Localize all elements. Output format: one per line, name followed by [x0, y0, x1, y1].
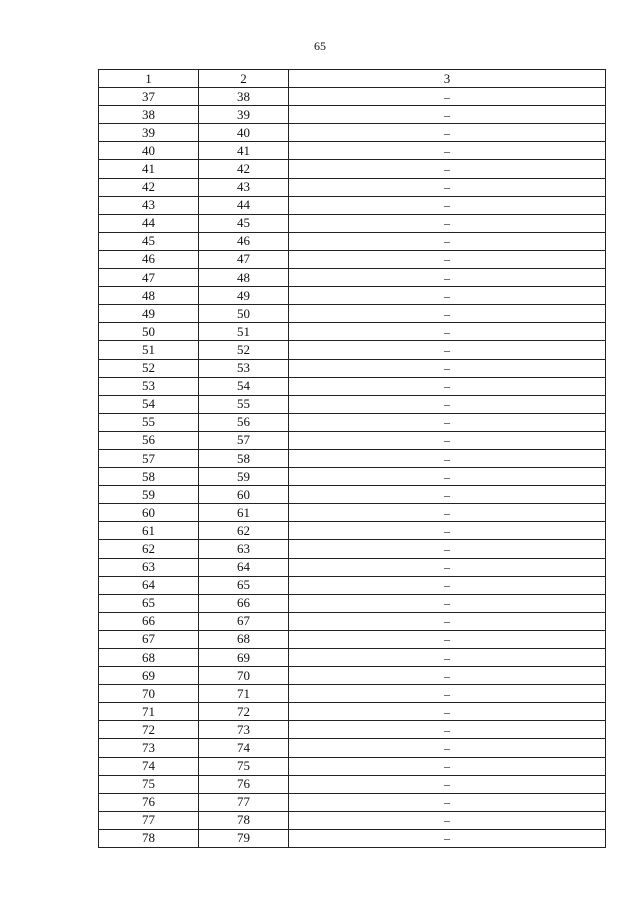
dash-mark: – — [444, 722, 450, 737]
table-cell-col3 — [289, 811, 606, 829]
dash-mark: – — [444, 252, 450, 267]
table-cell-col1: 70 — [99, 685, 199, 703]
table-row — [99, 685, 606, 703]
table-cell-col1: 43 — [99, 196, 199, 214]
table-cell-col2: 57 — [199, 431, 289, 449]
table-cell-col1: 50 — [99, 323, 199, 341]
table-cell-col1: 48 — [99, 287, 199, 305]
table-cell-col3 — [289, 612, 606, 630]
table-cell-col1: 54 — [99, 395, 199, 413]
table-cell-col3 — [289, 721, 606, 739]
table-cell-col3 — [289, 522, 606, 540]
table-cell-col3 — [289, 630, 606, 648]
dash-mark: – — [444, 324, 450, 339]
table-cell-col3 — [289, 558, 606, 576]
table-cell-col2: 65 — [199, 576, 289, 594]
table-cell-col3 — [289, 576, 606, 594]
table-row — [99, 232, 606, 250]
table-cell-col3 — [289, 685, 606, 703]
table-cell-col2: 66 — [199, 594, 289, 612]
table-row — [99, 522, 606, 540]
dash-mark: – — [444, 379, 450, 394]
table-cell-col3 — [289, 594, 606, 612]
table-row — [99, 431, 606, 449]
table-header-row — [99, 70, 606, 88]
table-cell-col1: 51 — [99, 341, 199, 359]
table-row — [99, 486, 606, 504]
table-cell-col2: 40 — [199, 124, 289, 142]
dash-mark: – — [444, 125, 450, 140]
table-cell-col2: 45 — [199, 214, 289, 232]
table-cell-col1: 45 — [99, 232, 199, 250]
table-row — [99, 160, 606, 178]
table-row — [99, 829, 606, 847]
table-cell-col1: 49 — [99, 305, 199, 323]
table-cell-col2: 53 — [199, 359, 289, 377]
table-row — [99, 287, 606, 305]
dash-mark: – — [444, 795, 450, 810]
table-cell-col3 — [289, 305, 606, 323]
table-cell-col2: 71 — [199, 685, 289, 703]
table-row — [99, 124, 606, 142]
table-cell-col1: 57 — [99, 449, 199, 467]
table-cell-col2: 77 — [199, 793, 289, 811]
dash-mark: – — [444, 505, 450, 520]
table-cell-col3 — [289, 106, 606, 124]
dash-mark: – — [444, 270, 450, 285]
dash-mark: – — [444, 433, 450, 448]
table-row — [99, 88, 606, 106]
dash-mark: – — [444, 487, 450, 502]
dash-mark: – — [444, 198, 450, 213]
column-header-3: 3 — [289, 70, 606, 88]
table-cell-col3 — [289, 196, 606, 214]
table-cell-col2: 60 — [199, 486, 289, 504]
table-cell-col3 — [289, 667, 606, 685]
dash-mark: – — [444, 686, 450, 701]
table-cell-col2: 51 — [199, 323, 289, 341]
table-cell-col2: 74 — [199, 739, 289, 757]
table-cell-col1: 66 — [99, 612, 199, 630]
table-cell-col1: 38 — [99, 106, 199, 124]
table-cell-col3 — [289, 250, 606, 268]
dash-mark: – — [444, 704, 450, 719]
table-cell-col2: 75 — [199, 757, 289, 775]
dash-mark: – — [444, 596, 450, 611]
table-row — [99, 305, 606, 323]
dash-mark: – — [444, 632, 450, 647]
table-cell-col3 — [289, 449, 606, 467]
table-cell-col3 — [289, 486, 606, 504]
table-cell-col3 — [289, 829, 606, 847]
dash-mark: – — [444, 180, 450, 195]
dash-mark: – — [444, 288, 450, 303]
table-cell-col3 — [289, 269, 606, 287]
table-cell-col3 — [289, 341, 606, 359]
table-cell-col1: 61 — [99, 522, 199, 540]
table-row — [99, 178, 606, 196]
table-row — [99, 504, 606, 522]
table-row — [99, 395, 606, 413]
table-cell-col3 — [289, 540, 606, 558]
dash-mark: – — [444, 89, 450, 104]
table-cell-col1: 56 — [99, 431, 199, 449]
table-cell-col3 — [289, 739, 606, 757]
table-cell-col1: 69 — [99, 667, 199, 685]
table-cell-col2: 59 — [199, 468, 289, 486]
dash-mark: – — [444, 614, 450, 629]
table-cell-col3 — [289, 395, 606, 413]
table-row — [99, 196, 606, 214]
dash-mark: – — [444, 306, 450, 321]
table-cell-col1: 63 — [99, 558, 199, 576]
table-cell-col2: 50 — [199, 305, 289, 323]
table-cell-col1: 59 — [99, 486, 199, 504]
table-cell-col2: 78 — [199, 811, 289, 829]
dash-mark: – — [444, 541, 450, 556]
table-cell-col2: 43 — [199, 178, 289, 196]
table-cell-col1: 39 — [99, 124, 199, 142]
table-cell-col2: 79 — [199, 829, 289, 847]
table-cell-col3 — [289, 160, 606, 178]
table-row — [99, 649, 606, 667]
table-cell-col2: 73 — [199, 721, 289, 739]
column-header-1: 1 — [99, 70, 199, 88]
table-cell-col2: 67 — [199, 612, 289, 630]
data-table — [98, 69, 606, 848]
dash-mark: – — [444, 143, 450, 158]
table-cell-col1: 60 — [99, 504, 199, 522]
table-cell-col2: 38 — [199, 88, 289, 106]
table-cell-col1: 71 — [99, 703, 199, 721]
dash-mark: – — [444, 777, 450, 792]
table-cell-col1: 44 — [99, 214, 199, 232]
table-row — [99, 142, 606, 160]
table-row — [99, 757, 606, 775]
table-cell-col2: 61 — [199, 504, 289, 522]
table-cell-col2: 76 — [199, 775, 289, 793]
table-row — [99, 214, 606, 232]
table-cell-col1: 75 — [99, 775, 199, 793]
table-cell-col3 — [289, 377, 606, 395]
table-cell-col1: 40 — [99, 142, 199, 160]
table-cell-col2: 46 — [199, 232, 289, 250]
table-cell-col1: 64 — [99, 576, 199, 594]
table-cell-col2: 54 — [199, 377, 289, 395]
table-cell-col1: 73 — [99, 739, 199, 757]
dash-mark: – — [444, 361, 450, 376]
table-cell-col1: 72 — [99, 721, 199, 739]
table-cell-col1: 42 — [99, 178, 199, 196]
table-body — [99, 88, 606, 848]
table-row — [99, 250, 606, 268]
table-row — [99, 739, 606, 757]
table-cell-col1: 62 — [99, 540, 199, 558]
table-cell-col2: 49 — [199, 287, 289, 305]
table-cell-col3 — [289, 757, 606, 775]
table-cell-col2: 39 — [199, 106, 289, 124]
table-cell-col2: 62 — [199, 522, 289, 540]
table-cell-col1: 67 — [99, 630, 199, 648]
table-row — [99, 106, 606, 124]
table-row — [99, 269, 606, 287]
table-cell-col3 — [289, 413, 606, 431]
table-cell-col2: 68 — [199, 630, 289, 648]
table-row — [99, 341, 606, 359]
table-cell-col2: 47 — [199, 250, 289, 268]
dash-mark: – — [444, 560, 450, 575]
table-cell-col1: 76 — [99, 793, 199, 811]
table-cell-col3 — [289, 775, 606, 793]
table-row — [99, 413, 606, 431]
table-cell-col3 — [289, 142, 606, 160]
table-cell-col1: 46 — [99, 250, 199, 268]
table-cell-col3 — [289, 214, 606, 232]
table-cell-col2: 48 — [199, 269, 289, 287]
dash-mark: – — [444, 397, 450, 412]
dash-mark: – — [444, 523, 450, 538]
table-cell-col1: 74 — [99, 757, 199, 775]
dash-mark: – — [444, 650, 450, 665]
dash-mark: – — [444, 451, 450, 466]
table-cell-col1: 53 — [99, 377, 199, 395]
table-cell-col1: 37 — [99, 88, 199, 106]
dash-mark: – — [444, 216, 450, 231]
table-cell-col2: 42 — [199, 160, 289, 178]
table-cell-col2: 72 — [199, 703, 289, 721]
table-cell-col3 — [289, 124, 606, 142]
table-cell-col3 — [289, 287, 606, 305]
table-cell-col3 — [289, 88, 606, 106]
dash-mark: – — [444, 469, 450, 484]
table-row — [99, 612, 606, 630]
table-cell-col1: 65 — [99, 594, 199, 612]
table-row — [99, 323, 606, 341]
table-row — [99, 468, 606, 486]
table-cell-col1: 55 — [99, 413, 199, 431]
table-cell-col2: 56 — [199, 413, 289, 431]
table-row — [99, 359, 606, 377]
dash-mark: – — [444, 668, 450, 683]
table-cell-col3 — [289, 431, 606, 449]
table-cell-col1: 52 — [99, 359, 199, 377]
table-cell-col2: 63 — [199, 540, 289, 558]
table-row — [99, 558, 606, 576]
table-cell-col2: 55 — [199, 395, 289, 413]
table-cell-col1: 77 — [99, 811, 199, 829]
table-cell-col2: 69 — [199, 649, 289, 667]
dash-mark: – — [444, 162, 450, 177]
table-cell-col1: 58 — [99, 468, 199, 486]
dash-mark: – — [444, 234, 450, 249]
page-number: 65 — [314, 39, 326, 53]
column-header-2: 2 — [199, 70, 289, 88]
table-row — [99, 540, 606, 558]
dash-mark: – — [444, 107, 450, 122]
dash-mark: – — [444, 759, 450, 774]
table-row — [99, 703, 606, 721]
table-row — [99, 793, 606, 811]
table-cell-col3 — [289, 359, 606, 377]
table-row — [99, 721, 606, 739]
table-cell-col1: 68 — [99, 649, 199, 667]
table-cell-col2: 44 — [199, 196, 289, 214]
table-row — [99, 594, 606, 612]
table-cell-col3 — [289, 178, 606, 196]
table-cell-col1: 41 — [99, 160, 199, 178]
table-cell-col3 — [289, 703, 606, 721]
table-cell-col3 — [289, 504, 606, 522]
table-cell-col1: 78 — [99, 829, 199, 847]
dash-mark: – — [444, 415, 450, 430]
table-cell-col2: 41 — [199, 142, 289, 160]
table-row — [99, 667, 606, 685]
table-cell-col1: 47 — [99, 269, 199, 287]
table-cell-col2: 58 — [199, 449, 289, 467]
table-cell-col3 — [289, 232, 606, 250]
dash-mark: – — [444, 831, 450, 846]
table-row — [99, 377, 606, 395]
table-row — [99, 811, 606, 829]
table-row — [99, 576, 606, 594]
table-cell-col3 — [289, 468, 606, 486]
table-row — [99, 449, 606, 467]
table-row — [99, 630, 606, 648]
dash-mark: – — [444, 578, 450, 593]
table-cell-col2: 70 — [199, 667, 289, 685]
table-cell-col3 — [289, 323, 606, 341]
dash-mark: – — [444, 741, 450, 756]
table-cell-col2: 52 — [199, 341, 289, 359]
table-cell-col2: 64 — [199, 558, 289, 576]
table-cell-col3 — [289, 793, 606, 811]
table-cell-col3 — [289, 649, 606, 667]
table-row — [99, 775, 606, 793]
dash-mark: – — [444, 813, 450, 828]
dash-mark: – — [444, 342, 450, 357]
